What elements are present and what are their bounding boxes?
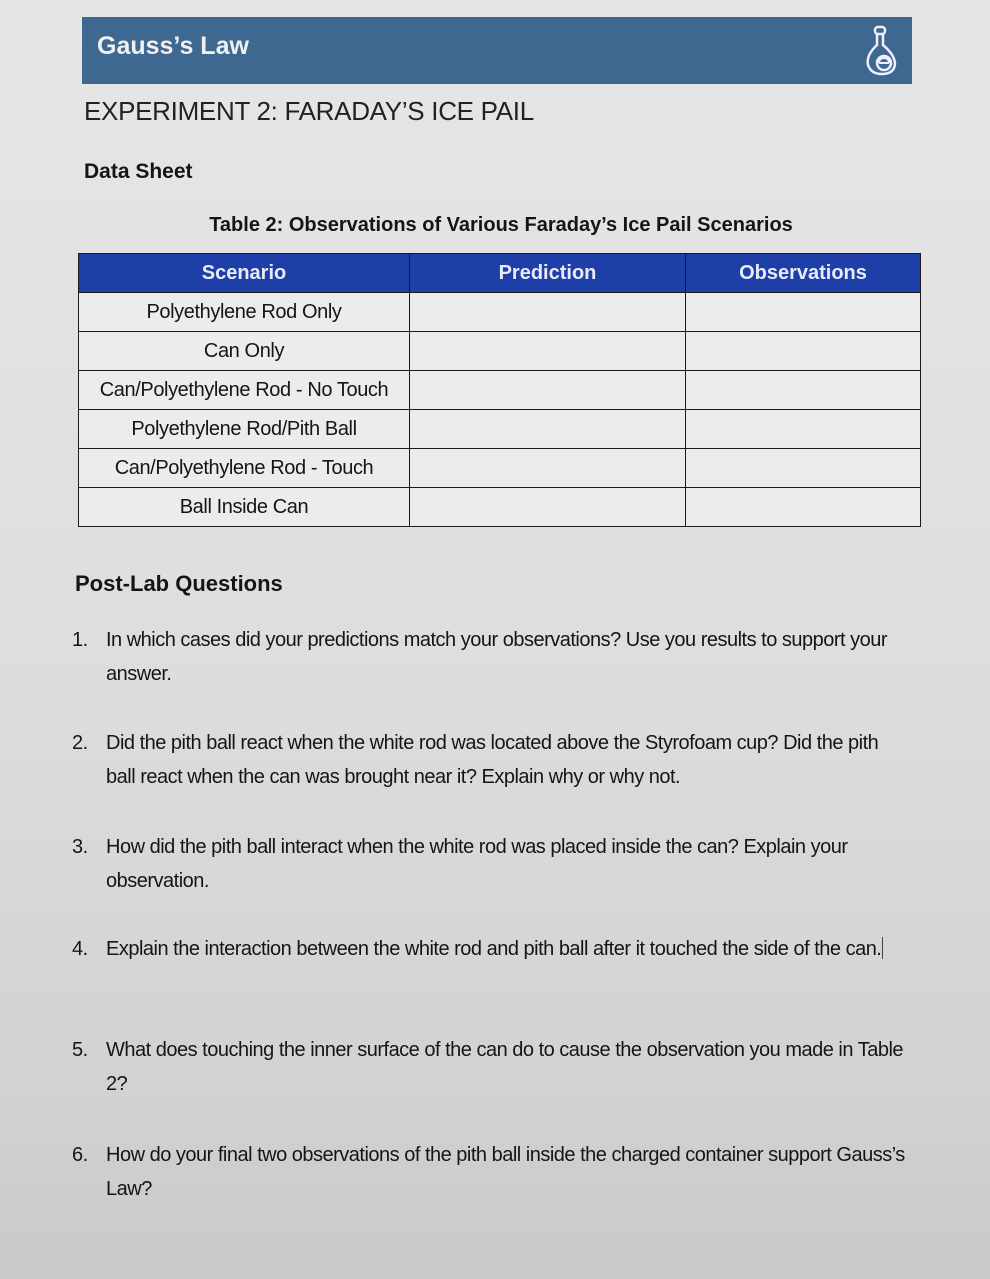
table-row [79,488,921,527]
section-title: Data Sheet [84,160,193,183]
question-number: 5. [72,1039,88,1061]
question-number: 2. [72,732,88,754]
question-item [72,830,912,898]
prediction-cell[interactable] [410,410,686,449]
header-prediction: Prediction [410,254,686,293]
scenario-cell: Can/Polyethylene Rod - Touch [79,449,410,488]
observations-table [78,253,921,527]
prediction-cell[interactable] [410,371,686,410]
experiment-title: EXPERIMENT 2: FARADAY’S ICE PAIL [84,96,534,126]
observation-cell[interactable] [686,371,921,410]
text-cursor [882,937,883,959]
question-text[interactable]: How did the pith ball interact when the white rod was placed inside the can? Explain your observation. [106,836,848,892]
question-item [72,623,912,691]
table-row [79,410,921,449]
scenario-cell: Polyethylene Rod Only [79,293,410,332]
question-item [72,726,912,794]
observation-cell[interactable] [686,293,921,332]
header-title: Gauss’s Law [97,32,249,60]
question-item [72,1138,912,1206]
table-caption: Table 2: Observations of Various Faraday’s Ice Pail Scenarios [209,214,793,236]
prediction-cell[interactable] [410,332,686,371]
question-text[interactable]: How do your final two observations of the pith ball inside the charged container support Gauss’s Law? [106,1144,905,1200]
prediction-cell[interactable] [410,488,686,527]
scenario-cell: Polyethylene Rod/Pith Ball [79,410,410,449]
header-banner [82,17,912,84]
prediction-cell[interactable] [410,293,686,332]
observation-cell[interactable] [686,449,921,488]
observation-cell[interactable] [686,488,921,527]
table-row [79,371,921,410]
question-number: 3. [72,836,88,858]
question-number: 6. [72,1144,88,1166]
prediction-cell[interactable] [410,449,686,488]
scenario-cell: Can Only [79,332,410,371]
table-row [79,293,921,332]
scenario-cell: Ball Inside Can [79,488,410,527]
scenario-cell: Can/Polyethylene Rod - No Touch [79,371,410,410]
flask-icon [862,25,898,77]
observation-cell[interactable] [686,332,921,371]
question-text[interactable]: In which cases did your predictions match your observations? Use you results to support your answer. [106,629,888,685]
question-number: 4. [72,938,88,960]
question-text[interactable]: Did the pith ball react when the white rod was located above the Styrofoam cup? Did the pith ball react when the can was brought near it? Explain why or why not. [106,732,879,788]
header-observations: Observations [686,254,921,293]
observation-cell[interactable] [686,410,921,449]
question-item [72,932,912,966]
table-row [79,449,921,488]
header-scenario: Scenario [79,254,410,293]
question-number: 1. [72,629,88,651]
question-item [72,1033,912,1101]
postlab-title: Post-Lab Questions [75,571,283,596]
table-row [79,332,921,371]
question-text[interactable]: What does touching the inner surface of the can do to cause the observation you made in Table 2? [106,1039,904,1095]
question-text[interactable]: Explain the interaction between the white rod and pith ball after it touched the side of the can. [106,938,882,960]
